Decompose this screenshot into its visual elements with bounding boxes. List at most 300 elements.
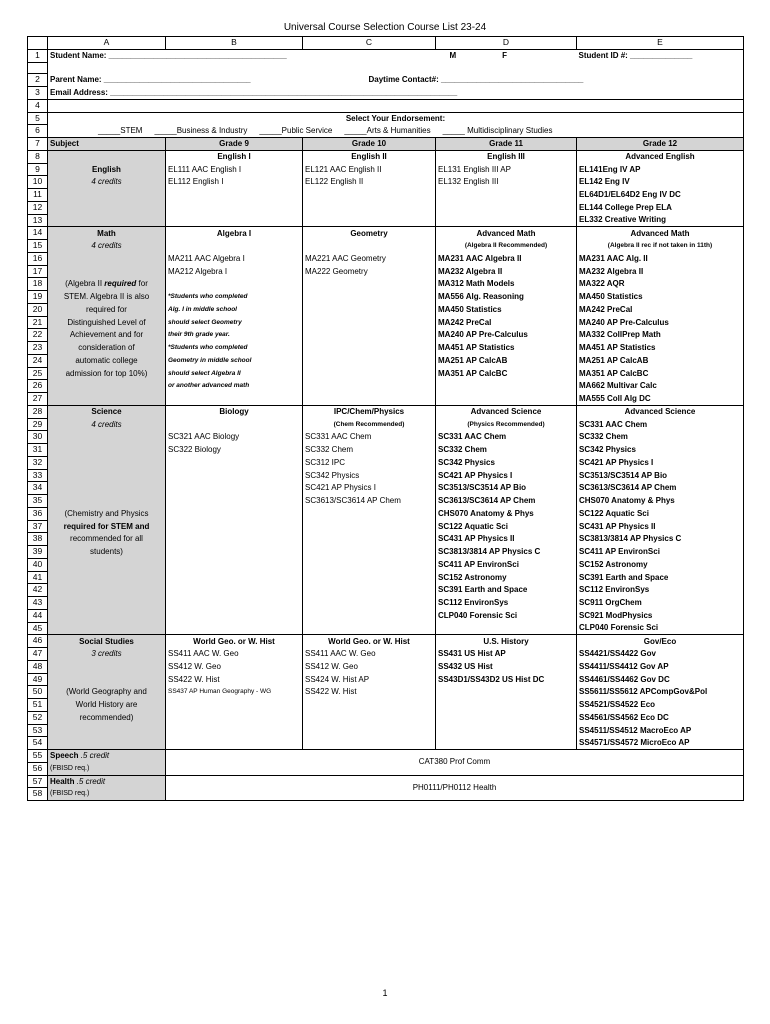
- course-cell: [303, 584, 436, 597]
- gender-m[interactable]: M: [449, 51, 457, 60]
- subject-cell: STEM. Algebra II is also: [48, 291, 166, 304]
- subject-cell: [48, 393, 166, 406]
- subject-cell: students): [48, 546, 166, 559]
- course-cell: [436, 686, 577, 699]
- course-cell[interactable]: SC391 Earth and Space: [436, 584, 577, 597]
- course-cell[interactable]: EL142 Eng IV: [577, 176, 744, 189]
- social-row: [28, 724, 744, 737]
- course-cell[interactable]: SC3513/SC3514 AP Bio: [577, 469, 744, 482]
- course-cell: [303, 291, 436, 304]
- math-row: [28, 342, 744, 355]
- course-cell[interactable]: SS422 W. Hist: [166, 673, 303, 686]
- sheet-row: [28, 750, 744, 763]
- english-row: [28, 201, 744, 214]
- row-number: 11: [28, 189, 48, 202]
- course-cell: [166, 240, 303, 253]
- subject-cell: [48, 660, 166, 673]
- parent-name-field[interactable]: Parent Name: _________________________________: [48, 74, 303, 87]
- course-cell: [303, 316, 436, 329]
- subject-cell: recommended): [48, 711, 166, 724]
- course-cell[interactable]: EL111 AAC English I: [166, 163, 303, 176]
- course-cell[interactable]: SC332 Chem: [577, 431, 744, 444]
- course-cell[interactable]: SS4411/SS4412 Gov AP: [577, 660, 744, 673]
- subject-cell: [48, 380, 166, 393]
- course-heading: IPC/Chem/Physics: [303, 405, 436, 418]
- row-number: 23: [28, 342, 48, 355]
- row-number: 7: [28, 138, 48, 151]
- endorsement-multi[interactable]: _____ Multidisciplinary Studies: [442, 126, 553, 135]
- subject-cell: consideration of: [48, 342, 166, 355]
- course-cell[interactable]: SS4561/SS4562 Eco DC: [577, 711, 744, 724]
- column-letter: C: [303, 37, 436, 50]
- science-row: [28, 622, 744, 635]
- course-cell[interactable]: CHS070 Anatomy & Phys: [577, 495, 744, 508]
- row-number: 36: [28, 507, 48, 520]
- course-cell[interactable]: EL121 AAC English II: [303, 163, 436, 176]
- course-cell: [436, 622, 577, 635]
- course-cell[interactable]: SC321 AAC Biology: [166, 431, 303, 444]
- speech-course[interactable]: CAT380 Prof Comm: [166, 750, 744, 776]
- course-cell[interactable]: SC331 AAC Chem: [436, 431, 577, 444]
- course-cell[interactable]: CHS070 Anatomy & Phys: [436, 507, 577, 520]
- course-heading: Advanced Science: [436, 405, 577, 418]
- email-field[interactable]: Email Address: ______________________________________________________________________________: [48, 87, 744, 100]
- course-cell: [166, 482, 303, 495]
- subject-cell: required for: [48, 303, 166, 316]
- course-cell[interactable]: (Chem Recommended): [303, 418, 436, 431]
- course-cell[interactable]: MA251 AP CalcAB: [577, 354, 744, 367]
- subject-cell: (Chemistry and Physics: [48, 507, 166, 520]
- math-row: [28, 227, 744, 240]
- subject-cell: [48, 724, 166, 737]
- row-number: 54: [28, 737, 48, 750]
- course-heading: Gov/Eco: [577, 635, 744, 648]
- course-cell[interactable]: EL332 Creative Writing: [577, 214, 744, 227]
- course-cell[interactable]: EL112 English I: [166, 176, 303, 189]
- science-row: [28, 456, 744, 469]
- course-cell[interactable]: MA351 AP CalcBC: [436, 367, 577, 380]
- course-cell[interactable]: SC3813/3814 AP Physics C: [436, 546, 577, 559]
- course-cell: [303, 520, 436, 533]
- course-cell[interactable]: *Students who completed: [166, 342, 303, 355]
- science-row: [28, 571, 744, 584]
- course-cell: [303, 597, 436, 610]
- course-cell[interactable]: MA211 AAC Algebra I: [166, 252, 303, 265]
- course-cell[interactable]: SS4461/SS4462 Gov DC: [577, 673, 744, 686]
- math-row: [28, 303, 744, 316]
- course-heading: Advanced Math: [436, 227, 577, 240]
- course-cell: [303, 367, 436, 380]
- course-cell[interactable]: SC332 Chem: [436, 444, 577, 457]
- row-number: 5: [28, 112, 48, 125]
- course-heading: Advanced Math: [577, 227, 744, 240]
- health-label: Health .5 credit: [48, 775, 166, 788]
- course-heading: Geometry: [303, 227, 436, 240]
- subject-cell: automatic college: [48, 354, 166, 367]
- course-cell: [166, 201, 303, 214]
- course-cell: [303, 622, 436, 635]
- course-cell[interactable]: MA231 AAC Algebra II: [436, 252, 577, 265]
- course-cell: [303, 240, 436, 253]
- row-number: 8: [28, 150, 48, 163]
- subject-cell: 4 credits: [48, 240, 166, 253]
- subject-cell: [48, 265, 166, 278]
- course-cell: [303, 393, 436, 406]
- course-cell[interactable]: SC331 AAC Chem: [577, 418, 744, 431]
- row-number: 53: [28, 724, 48, 737]
- course-cell: [166, 520, 303, 533]
- subject-cell: Distinguished Level of: [48, 316, 166, 329]
- course-heading: Algebra I: [166, 227, 303, 240]
- science-row: [28, 444, 744, 457]
- endorsement-arts[interactable]: _____Arts & Humanities: [344, 126, 431, 135]
- math-row: [28, 240, 744, 253]
- daytime-contact-text[interactable]: Daytime Contact#: ________________________________: [368, 75, 584, 85]
- column-letter: E: [577, 37, 744, 50]
- course-cell: [303, 189, 436, 202]
- science-row: [28, 405, 744, 418]
- subject-cell: [48, 584, 166, 597]
- course-cell[interactable]: should select Algebra II: [166, 367, 303, 380]
- column-letter: A: [48, 37, 166, 50]
- course-cell[interactable]: Alg. I in middle school: [166, 303, 303, 316]
- course-cell[interactable]: SC112 EnvironSys: [436, 597, 577, 610]
- course-cell[interactable]: (Algebra II Recommended): [436, 240, 577, 253]
- subject-cell: [48, 189, 166, 202]
- course-cell[interactable]: MA240 AP Pre-Calculus: [577, 316, 744, 329]
- course-cell[interactable]: CLP040 Forensic Sci: [436, 609, 577, 622]
- column-letter: D: [436, 37, 577, 50]
- course-cell[interactable]: SC322 Biology: [166, 444, 303, 457]
- course-cell: [166, 495, 303, 508]
- subject-cell: Achievement and for: [48, 329, 166, 342]
- social-row: [28, 686, 744, 699]
- column-header-row: [28, 37, 744, 50]
- row-number: 12: [28, 201, 48, 214]
- row-number: 13: [28, 214, 48, 227]
- health-course[interactable]: PH0111/PH0112 Health: [166, 775, 744, 801]
- grade9-header: Grade 9: [166, 138, 303, 151]
- course-cell[interactable]: SC342 Physics: [577, 444, 744, 457]
- course-cell[interactable]: MA312 Math Models: [436, 278, 577, 291]
- subject-cell: [48, 150, 166, 163]
- course-cell[interactable]: CLP040 Forensic Sci: [577, 622, 744, 635]
- subject-cell: English: [48, 163, 166, 176]
- course-cell: [166, 546, 303, 559]
- subject-cell: [48, 444, 166, 457]
- course-cell[interactable]: SC3513/SC3514 AP Bio: [436, 482, 577, 495]
- row-number: 20: [28, 303, 48, 316]
- course-cell: [303, 507, 436, 520]
- sheet-row: [28, 112, 744, 125]
- row-number: 51: [28, 699, 48, 712]
- row-number: 27: [28, 393, 48, 406]
- course-cell[interactable]: SC332 Chem: [303, 444, 436, 457]
- course-cell: [436, 393, 577, 406]
- course-cell[interactable]: (Physics Recommended): [436, 418, 577, 431]
- row-number: 37: [28, 520, 48, 533]
- course-cell[interactable]: MA231 AAC Alg. II: [577, 252, 744, 265]
- subject-cell: (Algebra II required for: [48, 278, 166, 291]
- course-cell[interactable]: SS432 US Hist: [436, 660, 577, 673]
- course-cell[interactable]: Geometry in middle school: [166, 354, 303, 367]
- course-cell[interactable]: MA332 CollPrep Math: [577, 329, 744, 342]
- sheet-row: [28, 138, 744, 151]
- row-number: 38: [28, 533, 48, 546]
- course-cell[interactable]: MA451 AP Statistics: [436, 342, 577, 355]
- course-cell[interactable]: MA242 PreCal: [577, 303, 744, 316]
- row-number: 48: [28, 660, 48, 673]
- subject-cell: [48, 495, 166, 508]
- course-cell[interactable]: SC342 Physics: [303, 469, 436, 482]
- course-heading: World Geo. or W. Hist: [303, 635, 436, 648]
- page-title: Universal Course Selection Course List 23-24: [283, 22, 487, 33]
- course-cell[interactable]: EL122 English II: [303, 176, 436, 189]
- course-cell[interactable]: SS412 W. Geo: [166, 660, 303, 673]
- sheet-row: [28, 125, 744, 138]
- course-cell: [436, 189, 577, 202]
- sheet-row: [28, 99, 744, 112]
- course-cell: [303, 329, 436, 342]
- course-cell[interactable]: SS4521/SS4522 Eco: [577, 699, 744, 712]
- course-cell: [166, 711, 303, 724]
- course-cell[interactable]: MA450 Statistics: [436, 303, 577, 316]
- course-cell: [166, 597, 303, 610]
- row-number: 46: [28, 635, 48, 648]
- course-cell[interactable]: SS4571/SS4572 MicroEco AP: [577, 737, 744, 750]
- course-cell[interactable]: SC312 IPC: [303, 456, 436, 469]
- course-cell[interactable]: SS411 AAC W. Geo: [303, 648, 436, 661]
- course-cell[interactable]: MA212 Algebra I: [166, 265, 303, 278]
- row-number: 58: [28, 788, 48, 801]
- social-row: [28, 673, 744, 686]
- course-sheet: [27, 36, 744, 801]
- science-row: [28, 520, 744, 533]
- course-cell[interactable]: SC3613/SC3614 AP Chem: [436, 495, 577, 508]
- subject-cell: Social Studies: [48, 635, 166, 648]
- course-cell[interactable]: should select Geometry: [166, 316, 303, 329]
- course-cell[interactable]: MA351 AP CalcBC: [577, 367, 744, 380]
- course-cell: [166, 724, 303, 737]
- row-number: 4: [28, 99, 48, 112]
- course-cell: [303, 558, 436, 571]
- course-cell[interactable]: their 9th grade year.: [166, 329, 303, 342]
- course-cell[interactable]: SS411 AAC W. Geo: [166, 648, 303, 661]
- course-cell[interactable]: SC421 AP Physics I: [436, 469, 577, 482]
- course-cell[interactable]: SC3813/3814 AP Physics C: [577, 533, 744, 546]
- course-heading: English II: [303, 150, 436, 163]
- course-cell: [436, 201, 577, 214]
- speech-label: Speech .5 credit: [48, 750, 166, 763]
- course-cell[interactable]: (Algebra II rec if not taken in 11th): [577, 240, 744, 253]
- english-row: [28, 189, 744, 202]
- course-cell[interactable]: EL64D1/EL64D2 Eng IV DC: [577, 189, 744, 202]
- course-cell: [303, 699, 436, 712]
- english-row: [28, 214, 744, 227]
- course-cell[interactable]: SC152 Astronomy: [577, 558, 744, 571]
- course-cell[interactable]: MA450 Statistics: [577, 291, 744, 304]
- course-cell[interactable]: EL131 English III AP: [436, 163, 577, 176]
- row-number: 21: [28, 316, 48, 329]
- course-cell: [166, 189, 303, 202]
- course-cell[interactable]: SC152 Astronomy: [436, 571, 577, 584]
- student-id-field[interactable]: Student ID #: ______________: [577, 49, 744, 62]
- social-row: [28, 660, 744, 673]
- course-cell[interactable]: SC122 Aquatic Sci: [577, 507, 744, 520]
- course-cell[interactable]: SC331 AAC Chem: [303, 431, 436, 444]
- course-cell[interactable]: SC391 Earth and Space: [577, 571, 744, 584]
- course-cell[interactable]: MA451 AP Statistics: [577, 342, 744, 355]
- course-cell: [166, 558, 303, 571]
- course-cell[interactable]: SS4511/SS4512 MacroEco AP: [577, 724, 744, 737]
- course-cell[interactable]: EL141Eng IV AP: [577, 163, 744, 176]
- course-cell[interactable]: SC112 EnvironSys: [577, 584, 744, 597]
- gender-f[interactable]: F: [502, 51, 508, 60]
- row-number: 55: [28, 750, 48, 763]
- row-number: 9: [28, 163, 48, 176]
- course-cell[interactable]: SS4421/SS4422 Gov: [577, 648, 744, 661]
- sheet-row: [28, 62, 744, 74]
- course-cell[interactable]: SC421 AP Physics I: [303, 482, 436, 495]
- course-cell: [303, 571, 436, 584]
- english-row: [28, 163, 744, 176]
- row-number: 2: [28, 74, 48, 87]
- course-cell: [303, 737, 436, 750]
- course-cell[interactable]: SC921 ModPhysics: [577, 609, 744, 622]
- health-req: (FBISD req.): [48, 788, 166, 801]
- course-cell[interactable]: SS412 W. Geo: [303, 660, 436, 673]
- course-cell[interactable]: SC911 OrgChem: [577, 597, 744, 610]
- student-name-field[interactable]: Student Name: ________________________________________: [48, 49, 436, 62]
- row-number: 43: [28, 597, 48, 610]
- course-cell[interactable]: MA222 Geometry: [303, 265, 436, 278]
- course-cell[interactable]: MA232 Algebra II: [577, 265, 744, 278]
- course-cell: [436, 380, 577, 393]
- subject-cell: Math: [48, 227, 166, 240]
- course-cell[interactable]: SC421 AP Physics I: [577, 456, 744, 469]
- science-row: [28, 584, 744, 597]
- subject-cell: [48, 622, 166, 635]
- course-cell: [166, 584, 303, 597]
- row-number: 31: [28, 444, 48, 457]
- course-cell: [436, 699, 577, 712]
- course-cell[interactable]: SS422 W. Hist: [303, 686, 436, 699]
- row-number: [28, 62, 48, 74]
- endorsement-public[interactable]: _____Public Service: [259, 126, 333, 135]
- course-cell[interactable]: SS431 US Hist AP: [436, 648, 577, 661]
- gender-field[interactable]: [436, 49, 577, 62]
- course-cell[interactable]: SC3613/SC3614 AP Chem: [303, 495, 436, 508]
- course-cell[interactable]: MA322 AQR: [577, 278, 744, 291]
- endorsement-stem[interactable]: _____STEM: [98, 126, 143, 135]
- course-cell[interactable]: MA221 AAC Geometry: [303, 252, 436, 265]
- course-heading: U.S. History: [436, 635, 577, 648]
- course-cell[interactable]: SC431 AP Physics II: [436, 533, 577, 546]
- course-cell[interactable]: SS5611/SS5612 APCompGov&Pol: [577, 686, 744, 699]
- subject-cell: World History are: [48, 699, 166, 712]
- subject-cell: [48, 252, 166, 265]
- column-letter: B: [166, 37, 303, 50]
- course-cell[interactable]: *Students who completed: [166, 291, 303, 304]
- endorsement-options[interactable]: [48, 125, 744, 138]
- row-number: 35: [28, 495, 48, 508]
- course-cell: [436, 737, 577, 750]
- course-cell[interactable]: SC431 AP Physics II: [577, 520, 744, 533]
- course-cell[interactable]: MA242 PreCal: [436, 316, 577, 329]
- row-number: 24: [28, 354, 48, 367]
- course-cell[interactable]: SC122 Aquatic Sci: [436, 520, 577, 533]
- subject-cell: 4 credits: [48, 418, 166, 431]
- course-cell[interactable]: EL132 English III: [436, 176, 577, 189]
- course-cell[interactable]: SS437 AP Human Geography - WG: [166, 686, 303, 699]
- row-number: 50: [28, 686, 48, 699]
- row-number: 22: [28, 329, 48, 342]
- course-cell[interactable]: SC411 AP EnvironSci: [577, 546, 744, 559]
- row-number: 47: [28, 648, 48, 661]
- row-number: 32: [28, 456, 48, 469]
- subject-cell: [48, 431, 166, 444]
- course-cell[interactable]: MA555 Coll Alg DC: [577, 393, 744, 406]
- course-cell[interactable]: SS43D1/SS43D2 US Hist DC: [436, 673, 577, 686]
- grade11-header: Grade 11: [436, 138, 577, 151]
- science-row: [28, 507, 744, 520]
- course-heading: Advanced English: [577, 150, 744, 163]
- row-number: 41: [28, 571, 48, 584]
- course-cell[interactable]: SC342 Physics: [436, 456, 577, 469]
- course-cell[interactable]: or another advanced math: [166, 380, 303, 393]
- subject-cell: [48, 737, 166, 750]
- course-cell[interactable]: MA240 AP Pre-Calculus: [436, 329, 577, 342]
- course-cell[interactable]: MA251 AP CalcAB: [436, 354, 577, 367]
- row-number: 33: [28, 469, 48, 482]
- course-cell: [303, 380, 436, 393]
- course-cell: [166, 571, 303, 584]
- daytime-contact-field[interactable]: [303, 74, 744, 87]
- endorsement-business[interactable]: _____Business & Industry: [154, 126, 248, 135]
- course-cell[interactable]: MA662 Multivar Calc: [577, 380, 744, 393]
- row-number: 29: [28, 418, 48, 431]
- course-heading: World Geo. or W. Hist: [166, 635, 303, 648]
- row-number: 3: [28, 87, 48, 100]
- course-cell[interactable]: SC3613/SC3614 AP Chem: [577, 482, 744, 495]
- sheet-row: [28, 74, 744, 87]
- subject-cell: required for STEM and: [48, 520, 166, 533]
- subject-cell: 4 credits: [48, 176, 166, 189]
- course-cell: [303, 533, 436, 546]
- row-number: 26: [28, 380, 48, 393]
- course-cell: [436, 711, 577, 724]
- course-cell: [303, 303, 436, 316]
- math-row: [28, 380, 744, 393]
- social-row: [28, 648, 744, 661]
- row-number: 10: [28, 176, 48, 189]
- course-cell: [303, 201, 436, 214]
- course-cell: [166, 418, 303, 431]
- row-number: 49: [28, 673, 48, 686]
- science-row: [28, 482, 744, 495]
- course-cell[interactable]: MA556 Alg. Reasoning: [436, 291, 577, 304]
- course-cell: [303, 278, 436, 291]
- subject-cell: [48, 456, 166, 469]
- subject-cell: [48, 597, 166, 610]
- subject-cell: [48, 482, 166, 495]
- course-cell[interactable]: EL144 College Prep ELA: [577, 201, 744, 214]
- course-cell[interactable]: MA232 Algebra II: [436, 265, 577, 278]
- course-cell[interactable]: SS424 W. Hist AP: [303, 673, 436, 686]
- speech-req: (FBISD req.): [48, 762, 166, 775]
- row-number: 45: [28, 622, 48, 635]
- course-cell[interactable]: SC411 AP EnvironSci: [436, 558, 577, 571]
